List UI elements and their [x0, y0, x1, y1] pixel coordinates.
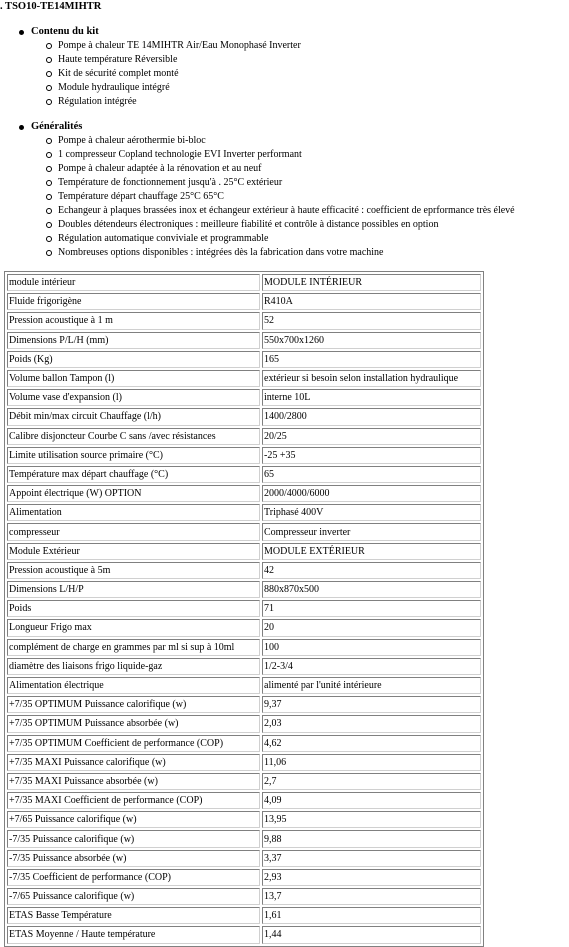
spec-label-cell: Longueur Frigo max — [7, 619, 260, 636]
spec-label-cell: Module Extérieur — [7, 543, 260, 560]
spec-value-cell: interne 10L — [262, 389, 481, 406]
circle-bullet-icon — [46, 236, 52, 242]
spec-label-cell: Appoint électrique (W) OPTION — [7, 485, 260, 502]
spec-label-cell: -7/35 Coefficient de performance (COP) — [7, 869, 260, 886]
spec-value-cell: Triphasé 400V — [262, 504, 481, 521]
circle-bullet-icon — [46, 85, 52, 91]
spec-value-cell: extérieur si besoin selon installation hydraulique — [262, 370, 481, 387]
spec-value-cell: MODULE INTÉRIEUR — [262, 274, 481, 291]
spec-label-cell: -7/65 Puissance calorifique (w) — [7, 888, 260, 905]
spec-value-cell: 4,09 — [262, 792, 481, 809]
table-row — [7, 773, 481, 790]
table-row — [7, 696, 481, 713]
table-row — [7, 562, 481, 579]
spec-label-cell: +7/35 MAXI Puissance absorbée (w) — [7, 773, 260, 790]
list-item: Nombreuses options disponibles : intégrées dès la fabrication dans votre machine — [0, 246, 569, 260]
spec-label-cell: module intérieur — [7, 274, 260, 291]
table-row — [7, 792, 481, 809]
circle-bullet-icon — [46, 180, 52, 186]
spec-value-cell: -25 +35 — [262, 447, 481, 464]
spec-value-cell: 20 — [262, 619, 481, 636]
spec-value-cell: 100 — [262, 639, 481, 656]
spec-label-cell: Dimensions P/L/H (mm) — [7, 332, 260, 349]
table-row — [7, 466, 481, 483]
table-row — [7, 830, 481, 847]
spec-value-cell: MODULE EXTÉRIEUR — [262, 543, 481, 560]
spec-label-cell: +7/35 OPTIMUM Puissance absorbée (w) — [7, 715, 260, 732]
circle-bullet-icon — [46, 152, 52, 158]
spec-label-cell: Volume vase d'expansion (l) — [7, 389, 260, 406]
section-heading-text: Contenu du kit — [31, 26, 99, 37]
spec-label-cell: Débit min/max circuit Chauffage (l/h) — [7, 408, 260, 425]
general-features-list — [0, 134, 569, 260]
circle-bullet-icon — [46, 43, 52, 49]
section-heading — [0, 120, 569, 134]
section-general — [0, 120, 569, 260]
spec-value-cell: 550x700x1260 — [262, 332, 481, 349]
circle-bullet-icon — [46, 166, 52, 172]
disc-bullet-icon — [19, 125, 24, 130]
table-row — [7, 754, 481, 771]
spec-value-cell: 1,44 — [262, 926, 481, 943]
spec-value-cell: 2,7 — [262, 773, 481, 790]
circle-bullet-icon — [46, 250, 52, 256]
spec-label-cell: ETAS Moyenne / Haute température — [7, 926, 260, 943]
circle-bullet-icon — [46, 208, 52, 214]
specifications-table-body — [7, 274, 481, 944]
spec-value-cell: 20/25 — [262, 428, 481, 445]
spec-label-cell: Limite utilisation source primaire (°C) — [7, 447, 260, 464]
circle-bullet-icon — [46, 138, 52, 144]
spec-label-cell: Pression acoustique à 5m — [7, 562, 260, 579]
list-item: Doubles détendeurs électroniques : meilleure fiabilité et contrôle à distance possibles en option — [0, 218, 569, 232]
table-row — [7, 293, 481, 310]
list-item: Module hydraulique intégré — [0, 81, 569, 95]
list-item: Régulation intégrée — [0, 95, 569, 109]
table-row — [7, 312, 481, 329]
spec-value-cell: 13,95 — [262, 811, 481, 828]
spec-value-cell: 2000/4000/6000 — [262, 485, 481, 502]
table-row — [7, 639, 481, 656]
list-item: Pompe à chaleur adaptée à la rénovation et au neuf — [0, 162, 569, 176]
spec-value-cell: 65 — [262, 466, 481, 483]
list-item: Régulation automatique conviviale et programmable — [0, 232, 569, 246]
spec-value-cell: alimenté par l'unité intérieure — [262, 677, 481, 694]
table-row — [7, 869, 481, 886]
spec-label-cell: Alimentation électrique — [7, 677, 260, 694]
specifications-table — [4, 271, 484, 947]
spec-value-cell: 4,62 — [262, 735, 481, 752]
spec-label-cell: ETAS Basse Température — [7, 907, 260, 924]
spec-label-cell: +7/35 MAXI Coefficient de performance (COP) — [7, 792, 260, 809]
circle-bullet-icon — [46, 194, 52, 200]
spec-value-cell: 9,88 — [262, 830, 481, 847]
list-item: Température de fonctionnement jusqu'à . 25°C extérieur — [0, 176, 569, 190]
table-row — [7, 715, 481, 732]
spec-value-cell: 9,37 — [262, 696, 481, 713]
section-heading-text: Généralités — [31, 121, 83, 132]
list-item: Température départ chauffage 25°C 65°C — [0, 190, 569, 204]
list-item: Echangeur à plaques brassées inox et échangeur extérieur à haute efficacité : coefficient de eprformance très élevé — [0, 204, 569, 218]
list-item: Kit de sécurité complet monté — [0, 67, 569, 81]
table-row — [7, 619, 481, 636]
table-row — [7, 274, 481, 291]
spec-value-cell: 71 — [262, 600, 481, 617]
spec-value-cell: 52 — [262, 312, 481, 329]
kit-contents-list — [0, 39, 569, 109]
table-row — [7, 332, 481, 349]
spec-value-cell: 880x870x500 — [262, 581, 481, 598]
spec-value-cell: 3,37 — [262, 850, 481, 867]
spec-label-cell: +7/35 OPTIMUM Puissance calorifique (w) — [7, 696, 260, 713]
list-item: Haute température Réversible — [0, 53, 569, 67]
spec-label-cell: Calibre disjoncteur Courbe C sans /avec résistances — [7, 428, 260, 445]
table-row — [7, 888, 481, 905]
spec-value-cell: R410A — [262, 293, 481, 310]
list-item: Pompe à chaleur TE 14MIHTR Air/Eau Monophasé Inverter — [0, 39, 569, 53]
table-row — [7, 543, 481, 560]
spec-label-cell: -7/35 Puissance calorifique (w) — [7, 830, 260, 847]
spec-label-cell: Température max départ chauffage (°C) — [7, 466, 260, 483]
table-row — [7, 370, 481, 387]
spec-value-cell: 165 — [262, 351, 481, 368]
spec-label-cell: Pression acoustique à 1 m — [7, 312, 260, 329]
section-kit-contents — [0, 25, 569, 109]
spec-value-cell: 1400/2800 — [262, 408, 481, 425]
list-item: 1 compresseur Copland technologie EVI Inverter performant — [0, 148, 569, 162]
spec-value-cell: 1/2-3/4 — [262, 658, 481, 675]
spec-label-cell: Volume ballon Tampon (l) — [7, 370, 260, 387]
spec-label-cell: diamètre des liaisons frigo liquide-gaz — [7, 658, 260, 675]
circle-bullet-icon — [46, 222, 52, 228]
spec-label-cell: Fluide frigorigène — [7, 293, 260, 310]
circle-bullet-icon — [46, 99, 52, 105]
table-row — [7, 907, 481, 924]
spec-label-cell: Alimentation — [7, 504, 260, 521]
table-row — [7, 485, 481, 502]
table-row — [7, 447, 481, 464]
spec-label-cell: complément de charge en grammes par ml si sup à 10ml — [7, 639, 260, 656]
table-row — [7, 523, 481, 540]
table-row — [7, 389, 481, 406]
section-heading — [0, 25, 569, 39]
table-row — [7, 677, 481, 694]
spec-label-cell: Poids — [7, 600, 260, 617]
table-row — [7, 735, 481, 752]
spec-label-cell: +7/35 OPTIMUM Coefficient de performance (COP) — [7, 735, 260, 752]
spec-value-cell: 13,7 — [262, 888, 481, 905]
spec-value-cell: 1,61 — [262, 907, 481, 924]
table-row — [7, 408, 481, 425]
list-item: Pompe à chaleur aérothermie bi-bloc — [0, 134, 569, 148]
table-row — [7, 811, 481, 828]
table-row — [7, 581, 481, 598]
spec-label-cell: +7/35 MAXI Puissance calorifique (w) — [7, 754, 260, 771]
spec-label-cell: -7/35 Puissance absorbée (w) — [7, 850, 260, 867]
table-row — [7, 850, 481, 867]
spec-value-cell: 2,93 — [262, 869, 481, 886]
circle-bullet-icon — [46, 57, 52, 63]
disc-bullet-icon — [19, 30, 24, 35]
table-row — [7, 658, 481, 675]
table-row — [7, 600, 481, 617]
spec-value-cell: 42 — [262, 562, 481, 579]
circle-bullet-icon — [46, 71, 52, 77]
spec-label-cell: Dimensions L/H/P — [7, 581, 260, 598]
spec-value-cell: 2,03 — [262, 715, 481, 732]
spec-label-cell: +7/65 Puissance calorifique (w) — [7, 811, 260, 828]
spec-value-cell: 11,06 — [262, 754, 481, 771]
spec-label-cell: Poids (Kg) — [7, 351, 260, 368]
table-row — [7, 351, 481, 368]
product-title: . TSO10-TE14MIHTR — [0, 1, 102, 12]
table-row — [7, 504, 481, 521]
table-row — [7, 428, 481, 445]
spec-value-cell: Compresseur inverter — [262, 523, 481, 540]
spec-label-cell: compresseur — [7, 523, 260, 540]
